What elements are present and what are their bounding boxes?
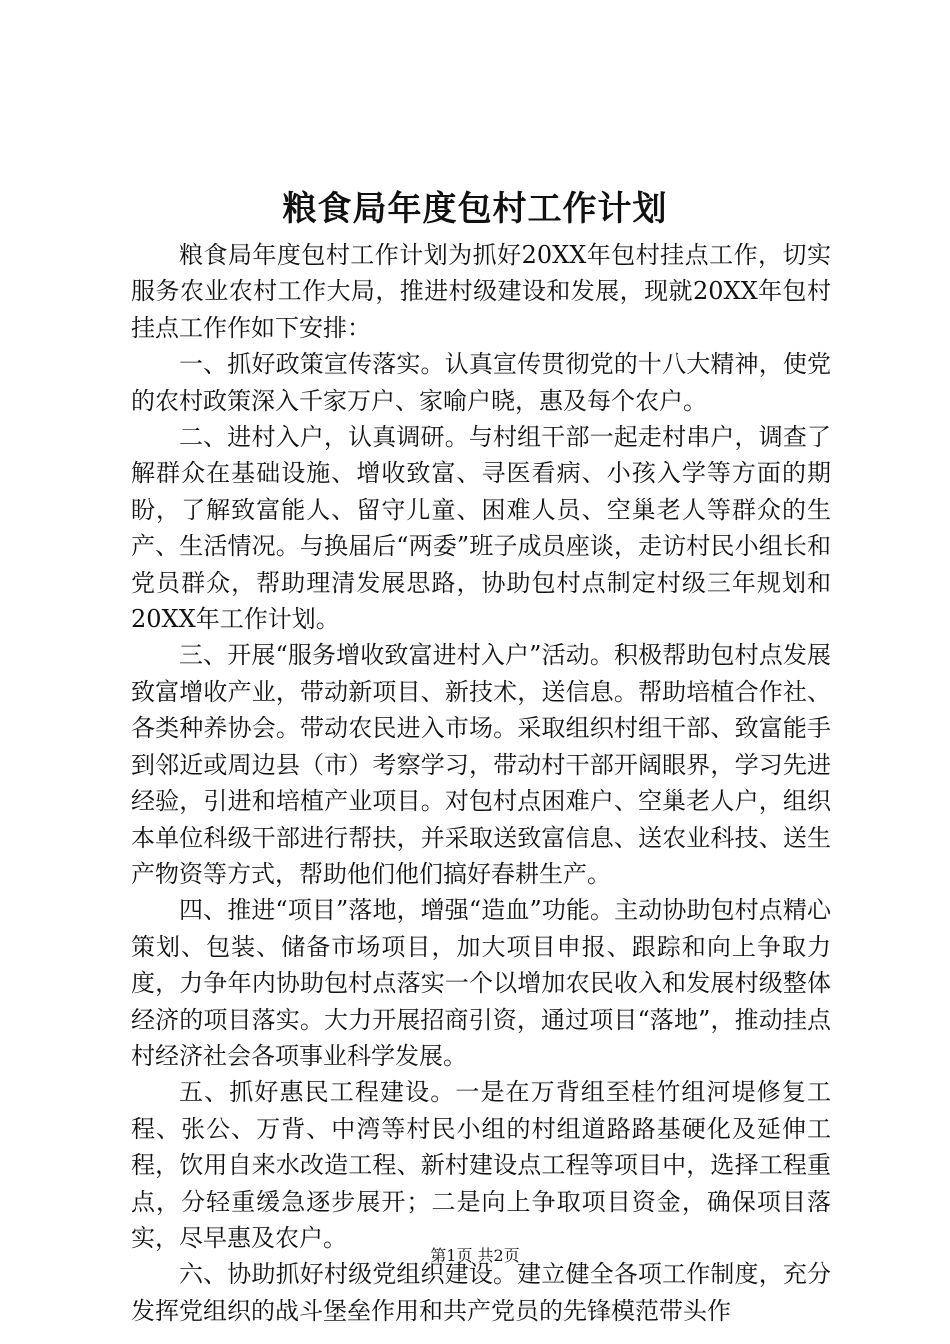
paragraph-section-5: 五、抓好惠民工程建设。一是在万背组至桂竹组河堤修复工程、张公、万背、中湾等村民小组的村组道路路基硬化及延伸工程，饮用自来水改造工程、新村建设点工程等项目中，选择工程重点，分轻重缓急逐步展开；二是向上争取项目资金，确保项目落实，尽早惠及农户。 (131, 1078, 831, 1252)
page-number-footer: 第1页 共2页 (430, 1246, 520, 1265)
paragraph-intro: 粮食局年度包村工作计划为抓好20XX年包村挂点工作，切实服务农业农村工作大局，推进村级建设和发展，现就20XX年包村挂点工作作如下安排： (131, 241, 831, 342)
paragraph-section-2: 二、进村入户，认真调研。与村组干部一起走村串户，调查了解群众在基础设施、增收致富、寻医看病、小孩入学等方面的期盼，了解致富能人、留守儿童、困难人员、空巢老人等群众的生产、生活情况。与换届后“两委”班子成员座谈，走访村民小组长和党员群众，帮助理清发展思路，协助包村点制定村级三年规划和20XX年工作计划。 (131, 423, 831, 634)
paragraph-section-4: 四、推进“项目”落地，增强“造血”功能。主动协助包村点精心策划、包装、储备市场项目，加大项目申报、跟踪和向上争取力度，力争年内协助包村点落实一个以增加农民收入和发展村级整体经济的项目落实。大力开展招商引资，通过项目“落地”，推动挂点村经济社会各项事业科学发展。 (131, 896, 831, 1070)
paragraph-section-3: 三、开展“服务增收致富进村入户”活动。积极帮助包村点发展致富增收产业，带动新项目、新技术，送信息。帮助培植合作社、各类种养协会。带动农民进入市场。采取组织村组干部、致富能手到邻近或周边县（市）考察学习，带动村干部开阔眼界，学习先进经验，引进和培植产业项目。对包村点困难户、空巢老人户，组织本单位科级干部进行帮扶，并采取送致富信息、送农业科技、送生产物资等方式，帮助他们他们搞好春耕生产。 (131, 641, 831, 888)
paragraph-section-6: 六、协助抓好村级党组织建设。建立健全各项工作制度，充分发挥党组织的战斗堡垒作用和共产党员的先锋模范带头作 (131, 1260, 831, 1325)
paragraph-section-1: 一、抓好政策宣传落实。认真宣传贯彻党的十八大精神，使党的农村政策深入千家万户、家喻户晓，惠及每个农户。 (131, 350, 831, 415)
document-title: 粮食局年度包村工作计划 (282, 189, 668, 229)
document-body (131, 237, 831, 1329)
